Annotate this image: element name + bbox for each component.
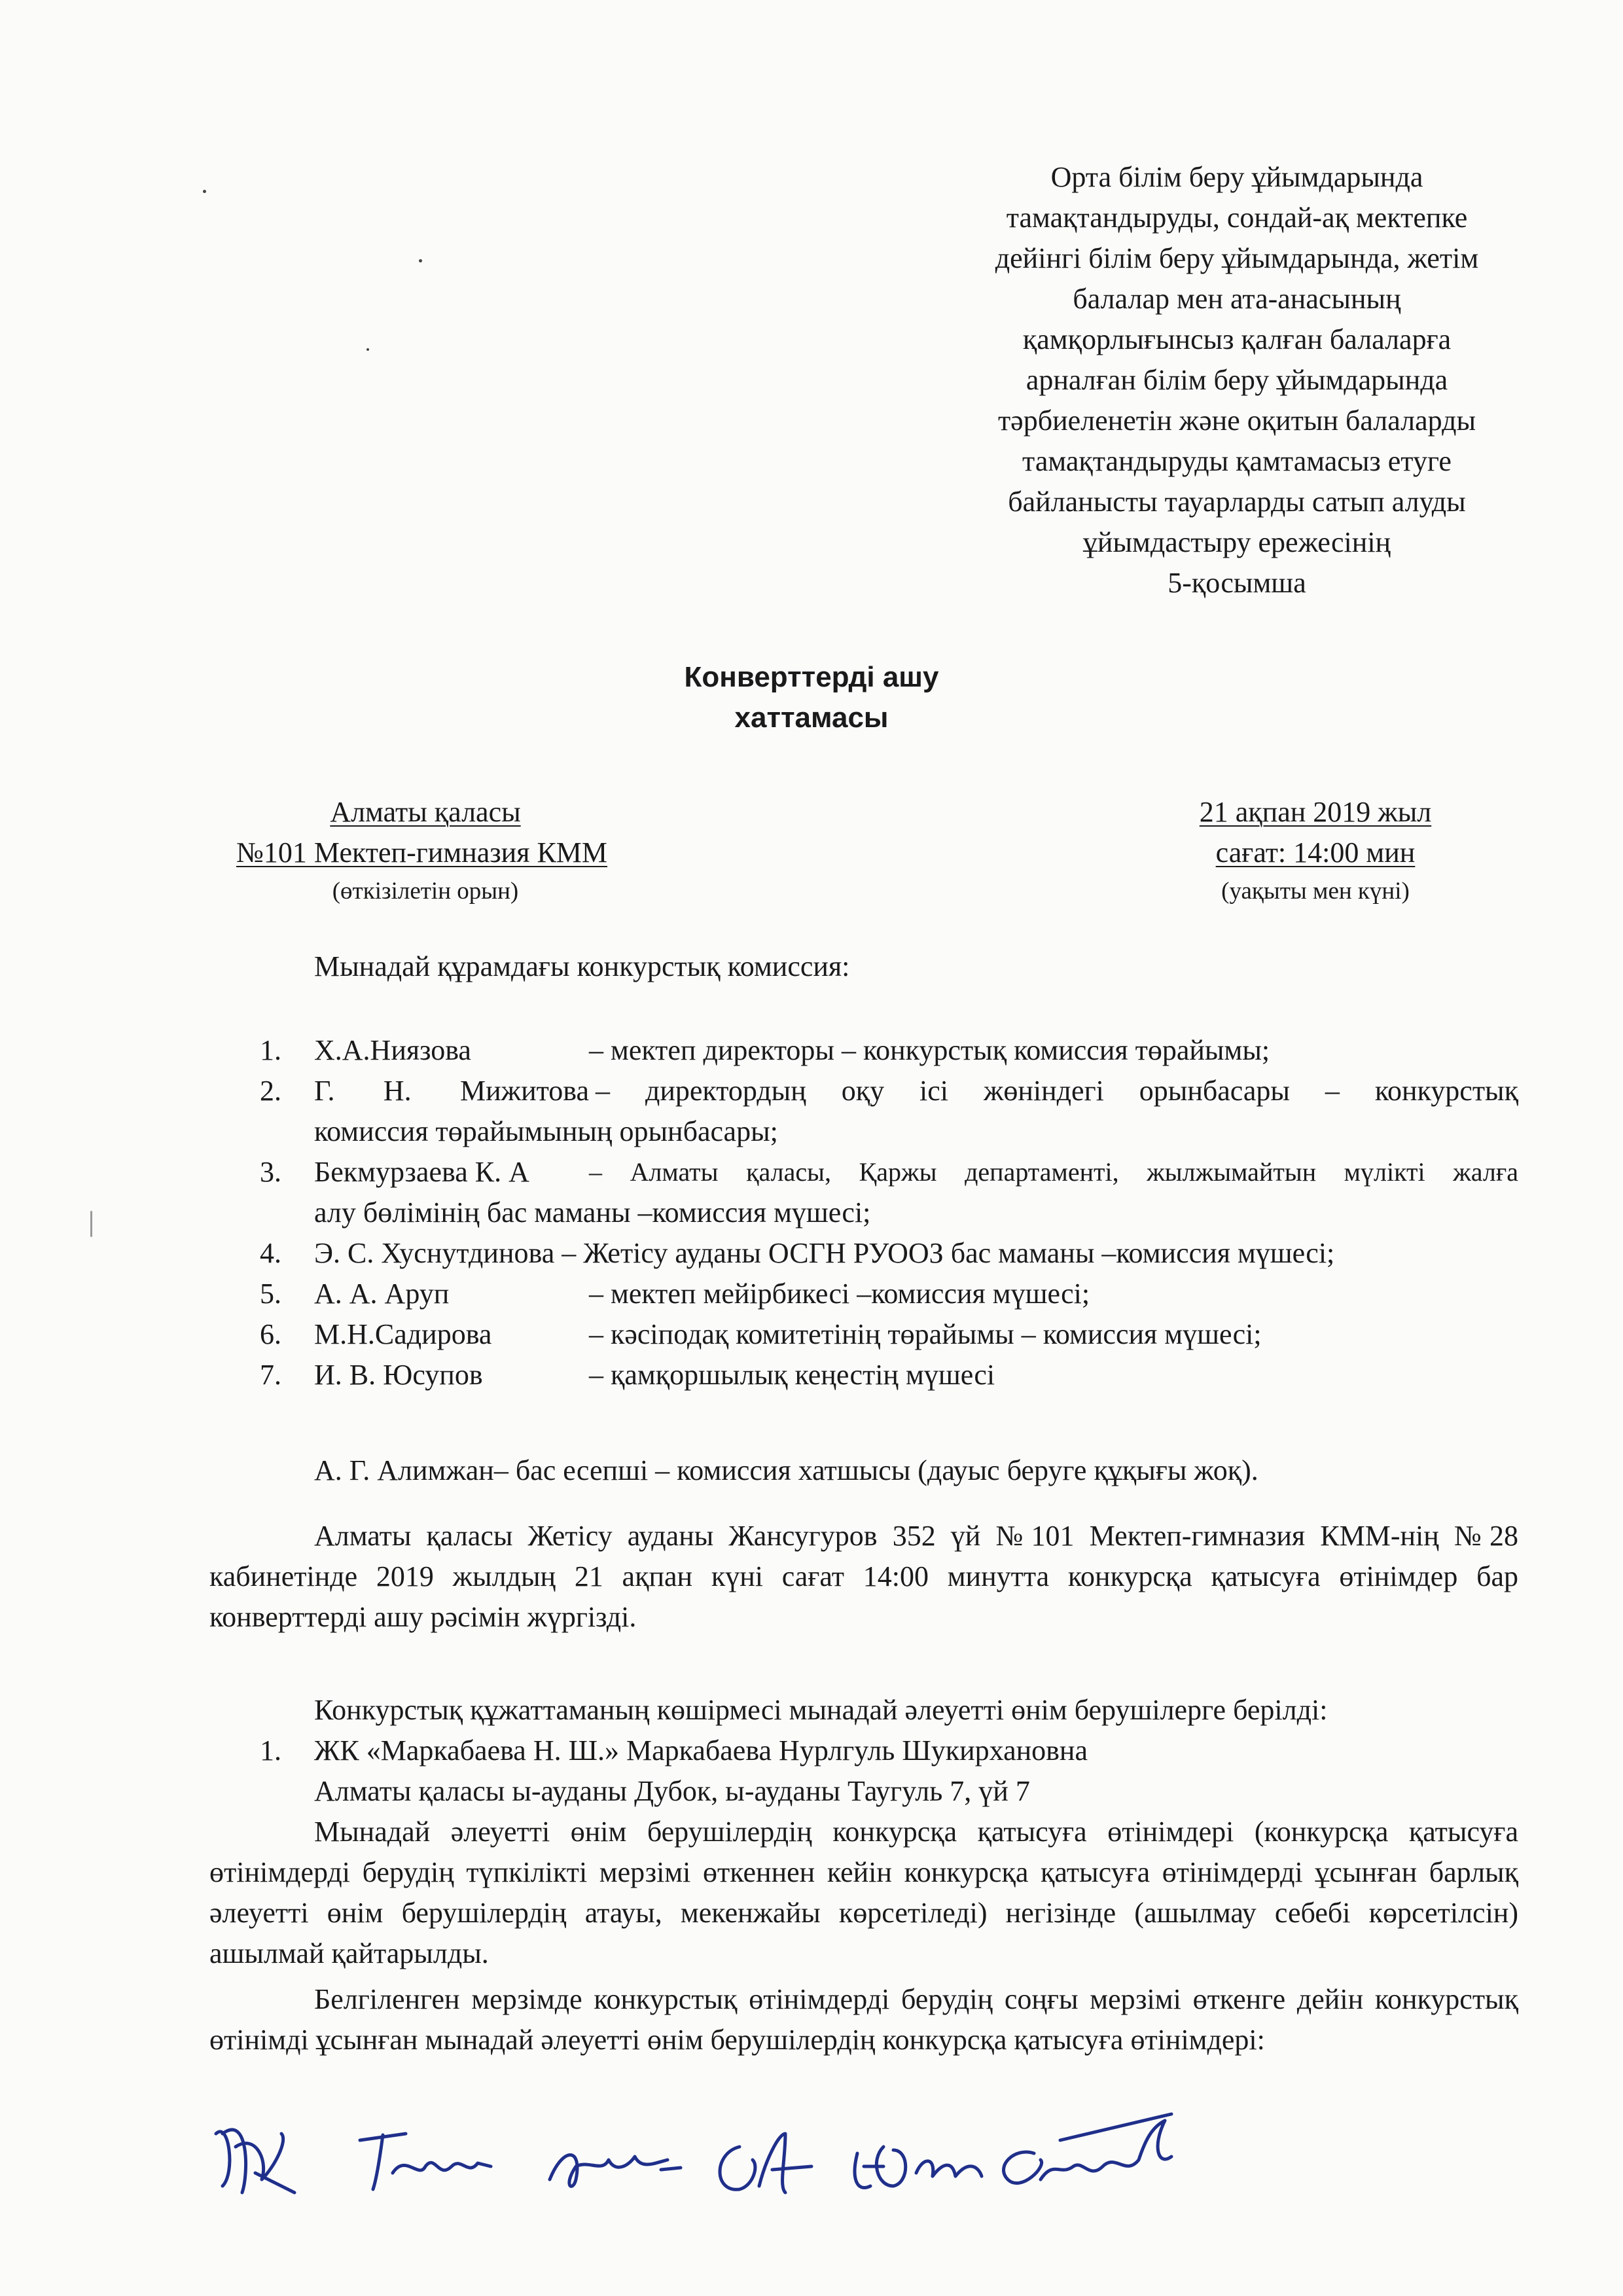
list-number: 5. [260, 1278, 281, 1310]
signature-2 [360, 2134, 491, 2189]
date-value: 21 ақпан 2019 жыл [1199, 796, 1432, 828]
member-name: М.Н.Садирова [314, 1318, 492, 1350]
member-name: Х.А.Ниязова [314, 1034, 471, 1066]
appendix-line: байланысты тауарларды сатып алуды [1008, 486, 1466, 518]
list-item [249, 1071, 1518, 1152]
scan-mark [90, 1211, 92, 1237]
member-name: Э. С. Хуснутдинова [314, 1237, 555, 1269]
list-number: 1. [260, 1034, 281, 1066]
member-role: – кәсіподақ комитетінің төрайымы – комиссия мүшесі; [589, 1318, 1262, 1350]
member-role: – мектеп мейірбикесі –комиссия мүшесі; [589, 1278, 1090, 1310]
member-role: – қамқоршылық кеңестің мүшесі [589, 1359, 995, 1391]
member-role: – Алматы қаласы, Қаржы департаменті, жылжымайтын мүлікті жалға [589, 1157, 1518, 1187]
date-caption: (уақыты мен күні) [1221, 878, 1410, 905]
appendix-line: тәрбиеленетін және оқитын балаларды [997, 404, 1476, 437]
signatures-strip [209, 2094, 1191, 2212]
list-item [249, 1030, 1518, 1071]
place-organization: №101 Мектеп-гимназия КММ [236, 836, 608, 869]
document-title [0, 657, 1623, 738]
appendix-number: 5-қосымша [1168, 567, 1306, 599]
appendix-line: тамақтандыруды, сондай-ақ мектепке [1006, 202, 1468, 234]
list-item [249, 1731, 1518, 1812]
date-block [1132, 792, 1499, 910]
returned-paragraph: Мынадай әлеуетті өнім берушілердің конкурсқа қатысуға өтінімдері (конкурсқа қатысуға өтінімдерді берудің түпкілікті мерзімі өткеннен кейін конкурсқа қатысуға өтінімдерді ұсынған барлық әлеуетті өнім берушілердің атауы, мекенжайы көрсетіледі) негізінде (ашылмау себебі көрсетілсін) ашылмай қайтарылды. [209, 1816, 1518, 1969]
list-number: 2. [260, 1075, 281, 1107]
supplier-name: ЖК «Маркабаева Н. Ш.» Маркабаева Нурлгуль Шукирхановна [314, 1734, 1088, 1767]
signature-6 [1004, 2114, 1171, 2183]
opening-paragraph: Алматы қаласы Жетісу ауданы Жансугуров 352 үй №101 Мектеп-гимназия КММ-нің №28 кабинетінде 2019 жылдың 21 ақпан күні сағат 14:00 минутта конкурсқа қатысуға өтінімдер бар конверттерді ашу рәсімін жүргізді. [209, 1520, 1518, 1633]
list-item [249, 1233, 1518, 1274]
time-value: сағат: 14:00 мин [1215, 836, 1416, 869]
signature-3 [550, 2155, 681, 2187]
member-role: – директордың оқу ісі жөніндегі орынбасары – конкурстық [596, 1075, 1518, 1107]
list-number: 3. [260, 1156, 281, 1188]
list-item [249, 1355, 1518, 1395]
secretary-line: А. Г. Алимжан– бас есепші – комиссия хатшысы (дауыс беруге құқығы жоқ). [314, 1454, 1258, 1486]
member-role-continued: алу бөлімінің бас маманы –комиссия мүшесі; [314, 1196, 871, 1229]
commission-intro: Мынадай құрамдағы конкурстық комиссия: [314, 950, 850, 982]
appendix-line: дейінгі білім беру ұйымдарында, жетім [995, 242, 1479, 274]
title-line-2: хаттамасы [734, 702, 889, 734]
copy-given-line: Конкурстық құжаттаманың көшірмесі мынадай әлеуетті өнім берушілерге берілді: [314, 1694, 1328, 1726]
submitted-paragraph: Белгіленген мерзімде конкурстық өтінімдерді берудің соңғы мерзімі өткенге дейін конкурстық өтінімді ұсынған мынадай әлеуетті өнім берушілердің конкурсқа қатысуға өтінімдері: [209, 1983, 1518, 2056]
appendix-line: тамақтандыруды қамтамасыз етуге [1022, 445, 1452, 477]
appendix-line: Орта білім беру ұйымдарында [1050, 161, 1423, 193]
appendix-line: қамқорлығынсыз қалған балаларға [1022, 323, 1452, 355]
scan-speck [366, 348, 369, 351]
member-name: Г. Н. Мижитова [314, 1075, 589, 1107]
place-caption: (өткізілетін орын) [332, 878, 519, 905]
member-role-continued: комиссия төрайымының орынбасары; [314, 1115, 778, 1147]
member-name: Бекмурзаева К. А [314, 1156, 529, 1188]
member-name: И. В. Юсупов [314, 1359, 483, 1391]
place-city: Алматы қаласы [330, 796, 521, 828]
commission-list [249, 1030, 1518, 1395]
appendix-line: ұйымдастыру ережесінің [1082, 526, 1391, 558]
appendix-line: балалар мен ата-анасының [1073, 283, 1401, 315]
member-name: А. А. Аруп [314, 1278, 450, 1310]
appendix-line: арналған білім беру ұйымдарында [1026, 364, 1448, 396]
list-item [249, 1152, 1518, 1233]
member-role: – Жетісу ауданы ОСГН РУООЗ бас маманы –комиссия мүшесі; [562, 1237, 1335, 1269]
signature-1 [216, 2130, 294, 2193]
appendix-header [870, 157, 1603, 603]
scan-speck [203, 190, 206, 193]
supplier-address: Алматы қаласы ы-ауданы Дубок, ы-ауданы Таугуль 7, үй 7 [314, 1775, 1030, 1807]
scan-speck [419, 259, 422, 262]
title-line-1: Конверттерді ашу [684, 661, 939, 693]
list-number: 1. [260, 1734, 281, 1767]
signature-5 [855, 2147, 982, 2188]
place-block [196, 792, 654, 910]
signature-4 [720, 2134, 812, 2193]
list-number: 6. [260, 1318, 281, 1350]
list-item [249, 1274, 1518, 1314]
list-number: 7. [260, 1359, 281, 1391]
member-role: – мектеп директоры – конкурстық комиссия төрайымы; [589, 1034, 1270, 1066]
supplier-list [249, 1731, 1518, 1812]
list-number: 4. [260, 1237, 281, 1269]
list-item [249, 1314, 1518, 1355]
